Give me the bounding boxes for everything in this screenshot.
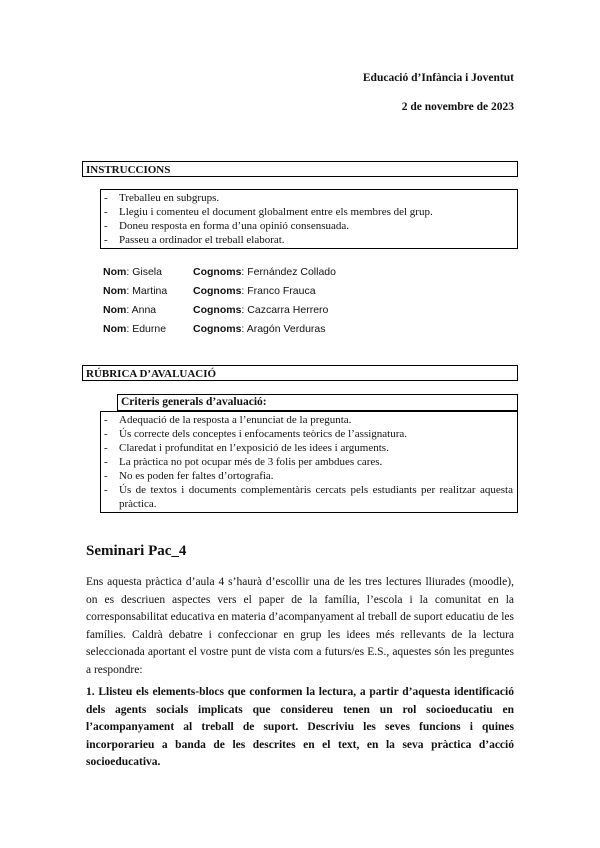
student-first-name: Anna xyxy=(131,304,157,316)
seminar-intro: Ens aquesta pràctica d’aula 4 s’haurà d’escollir una de les tres lectures lliurades (moodle), on es descriuen aspectes vers el paper de la família, l’escola i la comunitat en la corresponsabilitat educativa en materia d’acompanyament al treball de suport educatiu de les famílies. Caldrà debatre i confeccionar en grup les idees més rellevants de la lectura seleccionada aportant el vostre punt de vista com a futurs/es E.S., aquestes són les preguntes a respondre: xyxy=(86,576,514,676)
student-surname: Aragón Verduras xyxy=(246,323,326,335)
student-row: Nom: Gisela Cognoms: Fernández Collado xyxy=(103,266,336,278)
instruction-item: - Llegiu i comenteu el document globalment entre els membres del grup. xyxy=(101,205,517,219)
criteria-item: - Ús correcte dels conceptes i enfocaments teòrics de l’assignatura. xyxy=(101,427,513,441)
cognoms-label: Cognoms xyxy=(193,304,242,316)
criteria-item: - No es poden fer faltes d’ortografia. xyxy=(101,469,513,483)
nom-label: Nom xyxy=(103,266,127,278)
instruction-item: - Treballeu en subgrups. xyxy=(101,191,517,205)
student-first-name: Edurne xyxy=(132,323,167,335)
student-row: Nom: Martina Cognoms: Franco Frauca xyxy=(103,285,316,297)
student-first-name: Gisela xyxy=(132,266,162,278)
question-1: 1. Llisteu els elements-blocs que conformen la lectura, a partir d’aquesta identificació dels agents socials implicats que considereu tenen un rol socioeducatiu en l’acompanyament al treball de suport. Descriviu les seves funcions i quines incorporarieu a banda de les descrites en el text, en la seva pràctica d’acció socioeducativa. xyxy=(86,686,514,768)
student-surname: Franco Frauca xyxy=(247,285,316,297)
students-list xyxy=(103,266,336,342)
criteria-title: Criteris generals d’avaluació: xyxy=(117,394,518,411)
instructions-title: INSTRUCCIONS xyxy=(82,161,518,177)
criteria-item: - La pràctica no pot ocupar més de 3 folis per ambdues cares. xyxy=(101,455,513,469)
instruction-item: - Passeu a ordinador el treball elaborat. xyxy=(101,233,517,247)
cognoms-label: Cognoms xyxy=(193,266,242,278)
student-first-name: Martina xyxy=(132,285,168,297)
instructions-list-box xyxy=(100,189,518,249)
course-name: Educació d’Infància i Joventut xyxy=(362,72,514,84)
nom-label: Nom xyxy=(103,304,127,316)
criteria-item: - Claredat i profunditat en l’exposició de les idees i arguments. xyxy=(101,441,513,455)
nom-label: Nom xyxy=(103,285,127,297)
nom-label: Nom xyxy=(103,323,127,335)
seminar-title: Seminari Pac_4 xyxy=(86,543,187,559)
document-date: 2 de novembre de 2023 xyxy=(401,101,514,113)
cognoms-label: Cognoms xyxy=(193,323,242,335)
criteria-item: - Adequació de la resposta a l’enunciat de la pregunta. xyxy=(101,413,513,427)
student-row: Nom: Anna Cognoms: Cazcarra Herrero xyxy=(103,304,329,316)
criteria-list-box xyxy=(100,411,518,513)
cognoms-label: Cognoms xyxy=(193,285,242,297)
rubric-title: RÚBRICA D’AVALUACIÓ xyxy=(82,365,518,381)
student-surname: Fernández Collado xyxy=(247,266,336,278)
student-row: Nom: Edurne Cognoms: Aragón Verduras xyxy=(103,323,326,335)
criteria-item: - Ús de textos i documents complementàris cercats pels estudiants per realitzar aquesta pràctica. xyxy=(101,483,513,511)
student-surname: Cazcarra Herrero xyxy=(247,304,329,316)
instruction-item: - Doneu resposta en forma d’una opinió consensuada. xyxy=(101,219,517,233)
